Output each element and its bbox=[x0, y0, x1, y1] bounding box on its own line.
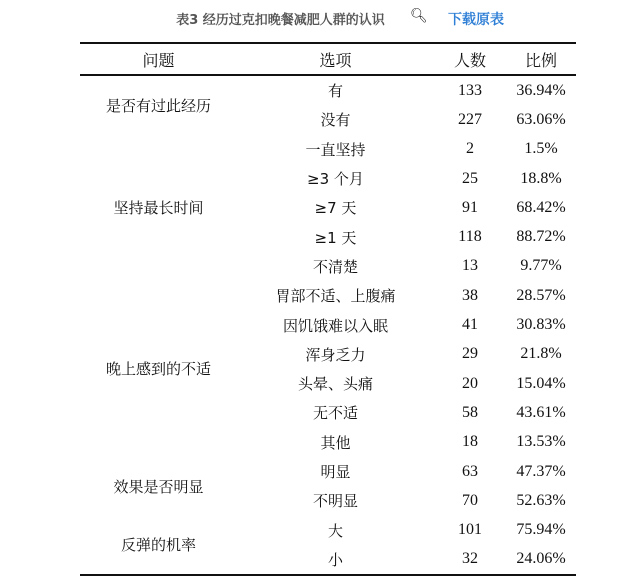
ratio-cell: 24.06% bbox=[516, 550, 566, 568]
count-cell: 133 bbox=[458, 81, 482, 99]
option-cell: 胃部不适、上腹痛 bbox=[275, 287, 396, 306]
ratio-cell: 21.8% bbox=[520, 345, 562, 363]
ratio-cell: 75.94% bbox=[516, 521, 566, 539]
question-cell: 效果是否明显 bbox=[113, 477, 204, 496]
ratio-cell: 9.77% bbox=[520, 257, 562, 275]
count-cell: 91 bbox=[462, 198, 478, 216]
count-cell: 63 bbox=[462, 462, 478, 480]
option-cell: ≥7 天 bbox=[314, 199, 357, 218]
option-cell: 不明显 bbox=[312, 492, 358, 511]
count-cell: 227 bbox=[458, 110, 482, 128]
table-caption: 表3 经历过克扣晚餐减肥人群的认识 bbox=[176, 13, 385, 28]
count-cell: 18 bbox=[462, 433, 478, 451]
count-cell: 29 bbox=[462, 345, 478, 363]
header-option: 选项 bbox=[319, 50, 352, 70]
table-row bbox=[80, 75, 576, 105]
question-cell: 是否有过此经历 bbox=[105, 96, 211, 115]
header-question: 问题 bbox=[142, 50, 175, 70]
ratio-cell: 36.94% bbox=[516, 81, 566, 99]
count-cell: 38 bbox=[462, 286, 478, 304]
count-cell: 70 bbox=[462, 491, 478, 509]
option-cell: 浑身乏力 bbox=[305, 345, 366, 364]
table-row bbox=[80, 281, 576, 310]
table-header-row bbox=[80, 43, 576, 75]
ratio-cell: 15.04% bbox=[516, 374, 566, 392]
question-cell: 晚上感到的不适 bbox=[105, 360, 211, 379]
option-cell: 有 bbox=[327, 82, 343, 101]
ratio-cell: 1.5% bbox=[524, 140, 558, 158]
count-cell: 118 bbox=[458, 228, 482, 246]
option-cell: 无不适 bbox=[312, 404, 358, 423]
option-cell: 因饥饿难以入眠 bbox=[282, 316, 388, 335]
ratio-cell: 13.53% bbox=[516, 433, 566, 451]
table-row bbox=[80, 135, 576, 164]
count-cell: 20 bbox=[462, 374, 478, 392]
ratio-cell: 63.06% bbox=[516, 110, 566, 128]
ratio-cell: 43.61% bbox=[516, 403, 566, 421]
ratio-cell: 30.83% bbox=[516, 316, 566, 334]
option-cell: 不清楚 bbox=[312, 257, 358, 276]
option-cell: 其他 bbox=[320, 433, 351, 452]
count-cell: 32 bbox=[462, 550, 478, 568]
count-cell: 2 bbox=[466, 140, 474, 158]
count-cell: 25 bbox=[462, 169, 478, 187]
ratio-cell: 28.57% bbox=[516, 286, 566, 304]
option-cell: 大 bbox=[327, 521, 343, 540]
question-cell: 反弹的机率 bbox=[120, 536, 196, 555]
table-row bbox=[80, 457, 576, 486]
magnifier-plus-icon[interactable]: 🔍︎ bbox=[410, 8, 428, 24]
option-cell: 头晕、头痛 bbox=[297, 375, 373, 394]
header-ratio: 比例 bbox=[524, 50, 557, 70]
option-cell: ≥1 天 bbox=[314, 228, 357, 247]
option-cell: 明显 bbox=[320, 463, 351, 481]
ratio-cell: 68.42% bbox=[516, 198, 566, 216]
table-row bbox=[80, 515, 576, 544]
ratio-cell: 52.63% bbox=[516, 491, 566, 509]
ratio-cell: 18.8% bbox=[520, 169, 562, 187]
option-cell: 没有 bbox=[320, 111, 351, 130]
ratio-cell: 88.72% bbox=[516, 228, 566, 246]
count-cell: 101 bbox=[458, 521, 482, 539]
header-count: 人数 bbox=[453, 50, 486, 70]
option-cell: 一直坚持 bbox=[305, 140, 366, 159]
question-cell: 坚持最长时间 bbox=[113, 199, 204, 218]
option-cell: 小 bbox=[327, 550, 343, 569]
option-cell: ≥3 个月 bbox=[307, 170, 364, 189]
count-cell: 58 bbox=[462, 403, 478, 421]
count-cell: 41 bbox=[462, 316, 478, 334]
ratio-cell: 47.37% bbox=[516, 462, 566, 480]
data-table bbox=[80, 42, 576, 576]
download-original-link[interactable]: 下载原表 bbox=[448, 12, 504, 28]
count-cell: 13 bbox=[462, 257, 478, 275]
